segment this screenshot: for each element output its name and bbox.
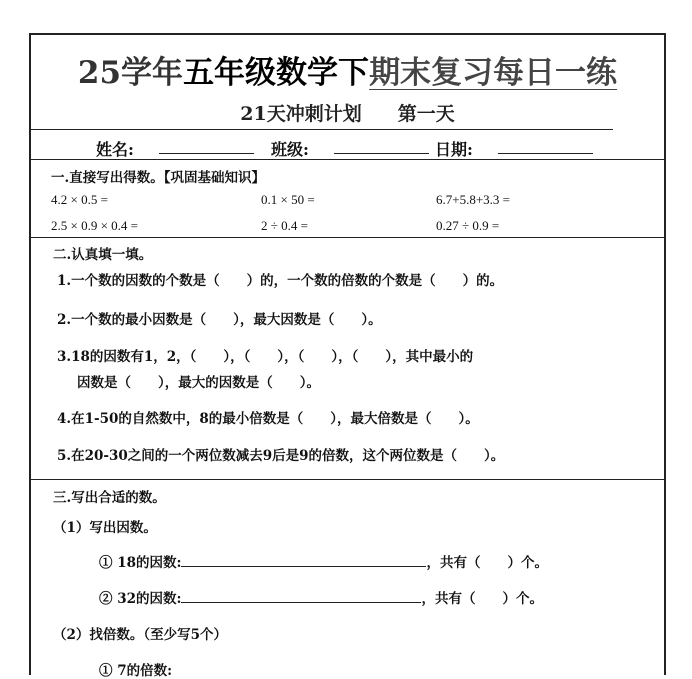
name-field[interactable] [159, 139, 254, 154]
factor-answer-field[interactable] [181, 552, 426, 567]
class-label: 班级: [271, 140, 309, 159]
fill-question: 3.18的因数有1，2，（ ），（ ），（ ），（ ），其中最小的 [57, 349, 474, 365]
calc-problem: 0.1 × 50 = [261, 192, 315, 207]
subtitle [31, 99, 664, 126]
title-review: 期末复习每日一练 [369, 55, 618, 91]
factor-row-32 [99, 587, 543, 607]
subtitle-plan: 21天冲刺计划 [240, 103, 362, 125]
factor-label: ① 18的因数: [99, 555, 182, 571]
date-label: 日期: [435, 140, 473, 159]
factor-label: ② 32的因数: [99, 591, 182, 607]
date-field[interactable] [498, 139, 593, 154]
count-text: ，共有（ ）个。 [426, 555, 548, 571]
calc-problem: 2 ÷ 0.4 = [261, 218, 308, 233]
divider [31, 237, 664, 238]
divider [31, 479, 664, 480]
class-field[interactable] [334, 139, 429, 154]
divider [31, 129, 613, 130]
worksheet-frame [29, 33, 666, 679]
section1-heading: 一.直接写出得数。【巩固基础知识】 [51, 170, 265, 186]
name-label: 姓名: [96, 140, 134, 159]
calc-problem: 0.27 ÷ 0.9 = [436, 218, 500, 233]
fill-question: 4.在1-50的自然数中，8的最小倍数是（ ），最大倍数是（ ）。 [57, 411, 479, 427]
title-grade: 五年级数学下 [183, 55, 370, 91]
part2-heading: （2）找倍数。（至少写5个） [53, 627, 228, 643]
section2-heading: 二.认真填一填。 [53, 247, 153, 263]
part1-heading: （1）写出因数。 [53, 520, 157, 536]
multiple-label: ① 7的倍数: [99, 663, 173, 679]
factor-answer-field[interactable] [181, 588, 421, 603]
section3-heading: 三.写出合适的数。 [53, 490, 166, 506]
subtitle-day: 第一天 [397, 103, 455, 125]
page-title [31, 47, 664, 92]
calc-problem: 2.5 × 0.9 × 0.4 = [51, 218, 138, 233]
factor-row-18 [99, 551, 548, 571]
calc-problem: 4.2 × 0.5 = [51, 192, 108, 207]
count-text: ，共有（ ）个。 [421, 591, 543, 607]
title-prefix: 25学年 [77, 55, 184, 91]
fill-question: 2.一个数的最小因数是（ ），最大因数是（ ）。 [57, 312, 382, 328]
fill-question: 5.在20-30之间的一个两位数减去9后是9的倍数，这个两位数是（ ）。 [57, 448, 505, 464]
fill-question: 1.一个数的因数的个数是（ ）的，一个数的倍数的个数是（ ）的。 [57, 273, 504, 289]
fill-question: 因数是（ ），最大的因数是（ ）。 [77, 375, 320, 391]
calc-problem: 6.7+5.8+3.3 = [436, 192, 510, 207]
divider [31, 159, 664, 160]
